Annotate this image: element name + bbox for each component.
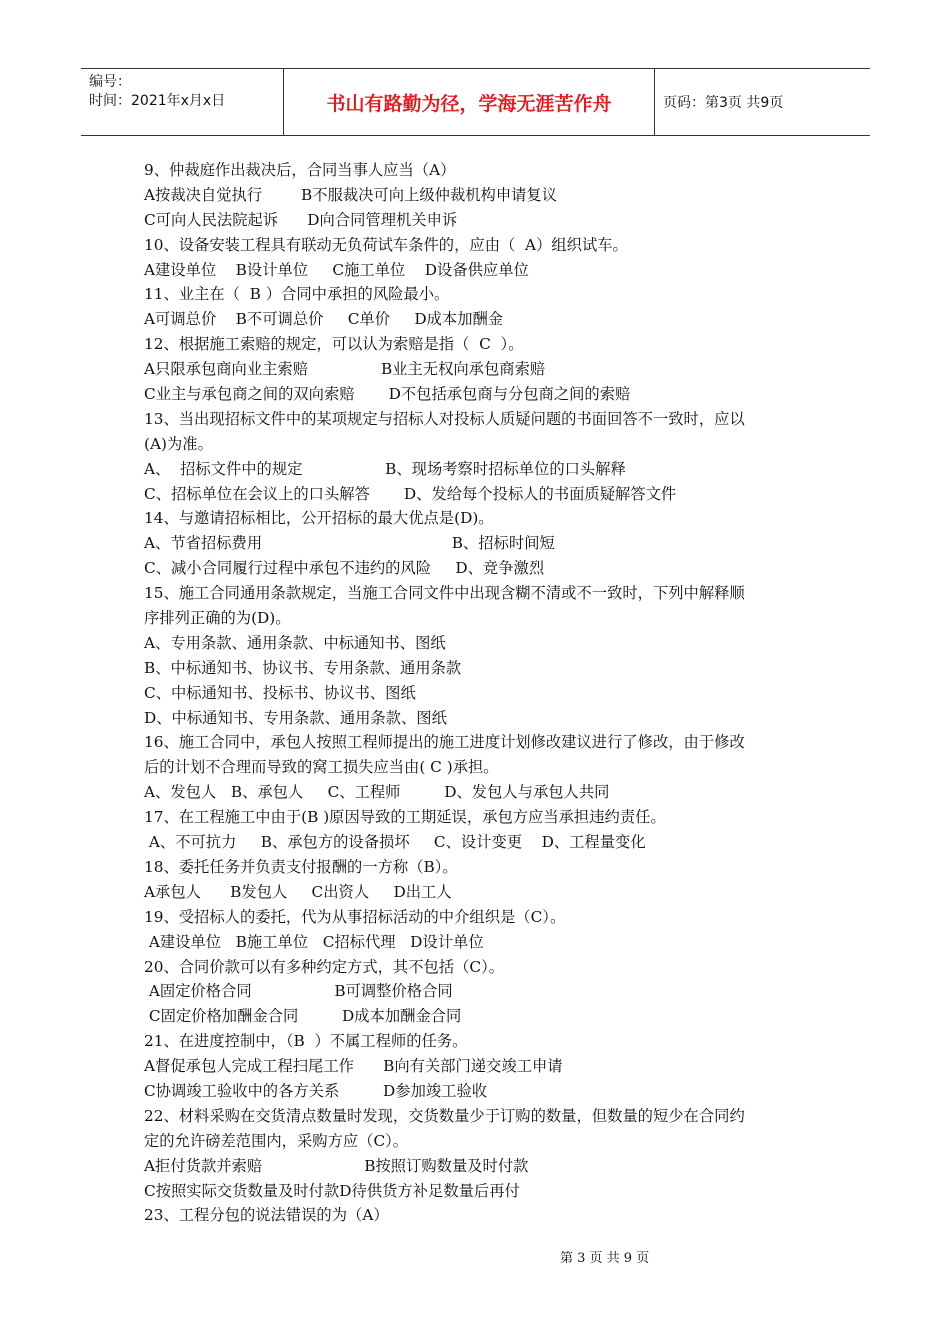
text-line: C、减小合同履行过程中承包不违约的风险 D、竞争激烈 bbox=[144, 559, 545, 578]
text-line: C协调竣工验收中的各方关系 D参加竣工验收 bbox=[144, 1081, 488, 1100]
text-line: C固定价格加酬金合同 D成本加酬金合同 bbox=[144, 1007, 462, 1026]
text-line: A督促承包人完成工程扫尾工作 B向有关部门递交竣工申请 bbox=[144, 1057, 563, 1076]
header-motto: 书山有路勤为径，学海无涯苦作舟 bbox=[283, 69, 655, 135]
text-line: 13、当出现招标文件中的某项规定与招标人对投标人质疑问题的书面回答不一致时，应以 bbox=[144, 409, 745, 428]
text-line: (A)为准。 bbox=[144, 434, 213, 453]
text-line: 定的允许磅差范围内，采购方应（C）。 bbox=[144, 1131, 409, 1150]
text-line: 15、施工合同通用条款规定，当施工合同文件中出现含糊不清或不一致时，下列中解释顺 bbox=[144, 584, 745, 603]
question-list bbox=[144, 158, 820, 1228]
text-line: A承包人 B发包人 C出资人 D出工人 bbox=[144, 882, 452, 901]
text-line: 序排列正确的为(D)。 bbox=[144, 609, 291, 628]
text-line: 22、材料采购在交货清点数量时发现，交货数量少于订购的数量，但数量的短少在合同约 bbox=[144, 1106, 745, 1125]
document-date-label: 时间：2021年x月x日 bbox=[89, 93, 226, 109]
text-line: 9、仲裁庭作出裁决后，合同当事人应当（A） bbox=[144, 161, 456, 179]
text-line: C可向人民法院起诉 D向合同管理机关申诉 bbox=[144, 210, 458, 229]
text-line: A可调总价 B不可调总价 C单价 D成本加酬金 bbox=[144, 310, 504, 329]
text-line: 23、工程分包的说法错误的为（A） bbox=[144, 1206, 389, 1225]
text-line: B、中标通知书、协议书、专用条款、通用条款 bbox=[144, 658, 462, 677]
header-meta bbox=[81, 69, 283, 135]
text-line: A建设单位 B施工单位 C招标代理 D设计单位 bbox=[144, 932, 484, 951]
text-line: A、发包人 B、承包人 C、工程师 D、发包人与承包人共同 bbox=[144, 783, 610, 802]
text-line: 后的计划不合理而导致的窝工损失应当由( C )承担。 bbox=[144, 758, 499, 777]
text-line: 21、在进度控制中，（B ）不属工程师的任务。 bbox=[144, 1032, 468, 1051]
text-line: A按裁决自觉执行 B不服裁决可向上级仲裁机构申请复议 bbox=[144, 185, 558, 204]
text-line: 11、业主在（ B ）合同中承担的风险最小。 bbox=[144, 285, 450, 304]
text-line: 18、委托任务并负责支付报酬的一方称（B）。 bbox=[144, 857, 458, 876]
text-line: A、节省招标费用 B、招标时间短 bbox=[144, 534, 555, 553]
text-line: A、专用条款、通用条款、中标通知书、图纸 bbox=[144, 633, 446, 652]
text-line: D、中标通知书、专用条款、通用条款、图纸 bbox=[144, 708, 447, 727]
text-line: A、不可抗力 B、承包方的设备损坏 C、设计变更 D、工程量变化 bbox=[144, 833, 646, 852]
text-line: A拒付货款并索赔 B按照订购数量及时付款 bbox=[144, 1156, 529, 1175]
text-line: 20、合同价款可以有多种约定方式，其不包括（C）。 bbox=[144, 957, 505, 976]
text-line: 19、受招标人的委托，代为从事招标活动的中介组织是（C）。 bbox=[144, 907, 566, 926]
page-header bbox=[81, 68, 870, 136]
text-line: A只限承包商向业主索赔 B业主无权向承包商索赔 bbox=[144, 360, 546, 379]
text-line: C按照实际交货数量及时付款D待供货方补足数量后再付 bbox=[144, 1181, 520, 1200]
text-line: 16、施工合同中，承包人按照工程师提出的施工进度计划修改建议进行了修改，由于修改 bbox=[144, 733, 745, 752]
text-line: 17、在工程施工中由于(B )原因导致的工期延误，承包方应当承担违约责任。 bbox=[144, 808, 666, 827]
text-line: A、 招标文件中的规定 B、现场考察时招标单位的口头解释 bbox=[144, 459, 626, 478]
text-line: A建设单位 B设计单位 C施工单位 D设备供应单位 bbox=[144, 260, 529, 279]
text-line: 10、设备安装工程具有联动无负荷试车条件的，应由（ A）组织试车。 bbox=[144, 235, 628, 254]
header-page-label: 页码：第3页 共9页 bbox=[663, 95, 784, 111]
text-line: C、招标单位在会议上的口头解答 D、发给每个投标人的书面质疑解答文件 bbox=[144, 484, 677, 503]
page-footer: 第 3 页 共 9 页 bbox=[560, 1251, 650, 1266]
document-number-label: 编号： bbox=[89, 74, 131, 90]
text-line: 12、根据施工索赔的规定，可以认为索赔是指（ C ）。 bbox=[144, 335, 524, 354]
text-line: C业主与承包商之间的双向索赔 D不包括承包商与分包商之间的索赔 bbox=[144, 385, 631, 404]
text-line: C、中标通知书、投标书、协议书、图纸 bbox=[144, 683, 416, 702]
text-line: 14、与邀请招标相比，公开招标的最大优点是(D)。 bbox=[144, 509, 494, 528]
text-line: A固定价格合同 B可调整价格合同 bbox=[144, 982, 453, 1001]
